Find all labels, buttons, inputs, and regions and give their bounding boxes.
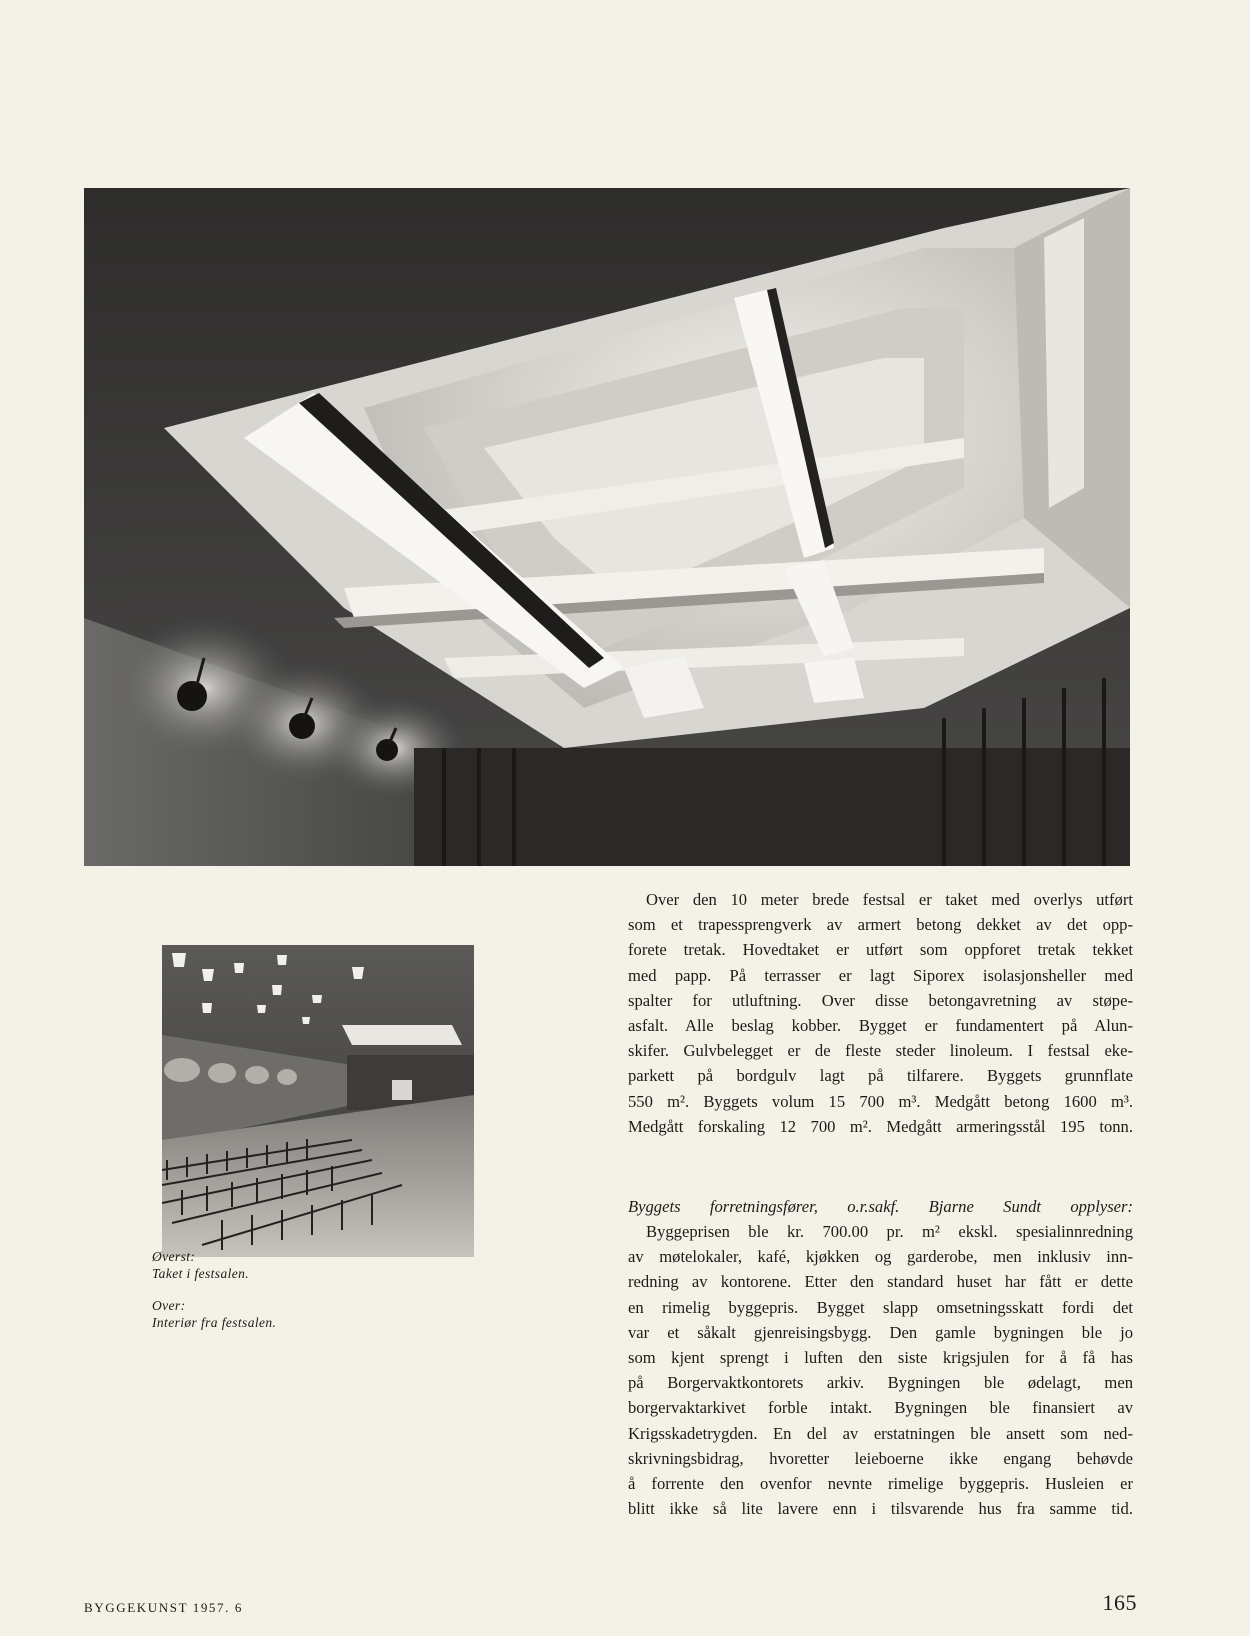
text-line: blitt ikke så lite lavere enn i tilsvarende hus fra samme tid. [628, 1499, 1133, 1519]
text-line: var et såkalt gjenreisingsbygg. Den gamle bygningen ble jo [628, 1322, 1133, 1342]
text-line: forete tretak. Hovedtaket er utført som oppforet tretak tekket [628, 940, 1133, 960]
caption-over-text: Interiør fra festsalen. [152, 1315, 277, 1330]
paragraph-heading-financing: Byggets forretningsfører, o.r.sakf. Bjarne Sundt opplyser: [628, 1197, 1133, 1216]
photo-ceiling [84, 188, 1130, 866]
caption-top [152, 1248, 402, 1282]
text-line: en rimelig byggepris. Bygget slapp omsetningsskatt fordi det [628, 1297, 1133, 1317]
text-line: som kjent sprengt i luften den siste krigsjulen for å få has [628, 1348, 1133, 1368]
text-line: på Borgervaktkontorets arkiv. Bygningen ble ødelagt, men [628, 1373, 1133, 1393]
caption-top-text: Taket i festsalen. [152, 1266, 250, 1281]
text-line: redning av kontorene. Etter den standard huset har fått er dette [628, 1272, 1133, 1292]
text-line: av møtelokaler, kafé, kjøkken og garderobe, men inklusiv inn- [628, 1247, 1133, 1267]
text-line: som et trapessprengverk av armert betong dekket av det opp- [628, 915, 1133, 935]
text-line: Medgått forskaling 12 700 m². Medgått armeringsstål 195 tonn. [628, 1116, 1133, 1136]
paragraph-construction [628, 887, 1133, 1139]
caption-over-label: Over: [152, 1298, 186, 1313]
caption-top-label: Øverst: [152, 1249, 196, 1264]
text-line: å forrente den ovenfor nevnte rimelige byggepris. Husleien er [628, 1474, 1133, 1494]
journal-footer: BYGGEKUNST 1957. 6 [84, 1600, 243, 1615]
text-line: skrivningsbidrag, hvoretter leieboerne ikke engang behøvde [628, 1448, 1133, 1468]
text-line: Byggeprisen ble kr. 700.00 pr. m² ekskl. spesialinnredning [646, 1222, 1133, 1241]
text-line: asfalt. Alle beslag kobber. Bygget er fundamentert på Alun- [628, 1016, 1133, 1036]
text-line: Over den 10 meter brede festsal er taket med overlys utført [646, 890, 1133, 909]
photo-hall-interior [162, 945, 474, 1257]
hall-photo-drawing [162, 945, 474, 1257]
photo-captions [152, 1248, 402, 1346]
text-line: skifer. Gulvbelegget er de fleste steder linoleum. I festsal eke- [628, 1041, 1133, 1061]
caption-over [152, 1297, 402, 1331]
page-number: 165 [1102, 1590, 1137, 1615]
text-line: Krigsskadetrygden. En del av erstatningen ble ansett som ned- [628, 1423, 1133, 1443]
text-line: 550 m². Byggets volum 15 700 m³. Medgått betong 1600 m³. [628, 1091, 1133, 1111]
paragraph-financing [628, 1219, 1133, 1521]
text-line: spalter for utluftning. Over disse betongavretning av støpe- [628, 990, 1133, 1010]
text-line: borgervaktarkivet forble intakt. Bygningen ble finansiert av [628, 1398, 1133, 1418]
text-line: parkett på bordgulv lagt på tilfarere. Byggets grunnflate [628, 1066, 1133, 1086]
text-line: med papp. På terrasser er lagt Siporex isolasjonsheller med [628, 965, 1133, 985]
ceiling-photo-drawing [84, 188, 1130, 866]
